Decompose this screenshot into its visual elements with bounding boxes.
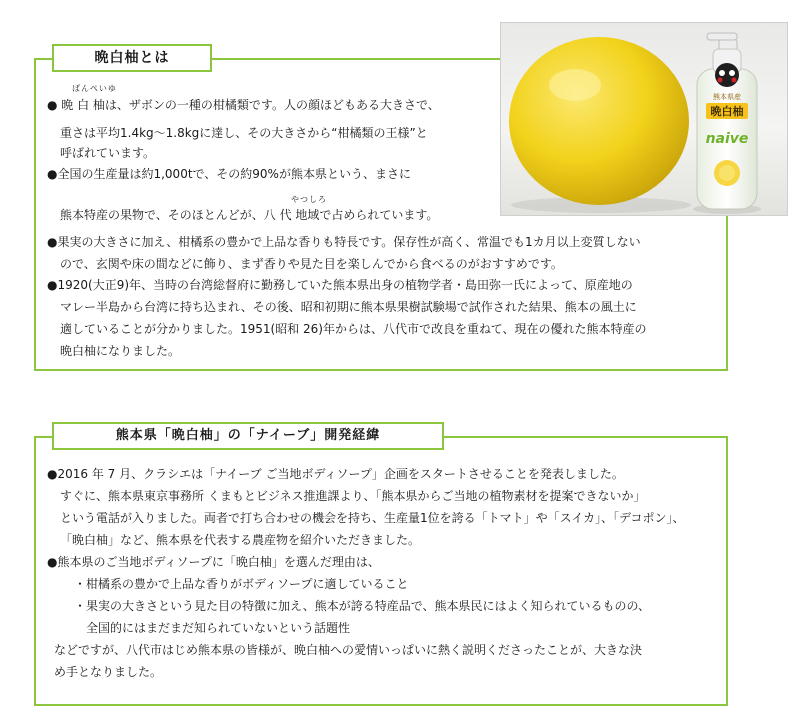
kumamon-mascot xyxy=(715,63,739,87)
section2-line-2: すぐに、熊本県東京事務所 くまもとビジネス推進課より、「熊本県からご当地の植物素材を提案できないか」 xyxy=(60,489,646,503)
section2-line-10: め手となりました。 xyxy=(54,665,163,679)
section2-line-9: などですが、八代市はじめ熊本県の皆様が、晩白柚への愛情いっぱいに熱く説明くださったことが、大きな決 xyxy=(54,643,643,657)
section1-line-4: ●全国の生産量は約1,000tで、その約90%が熊本県という、まさに xyxy=(47,167,411,181)
section1-line-7: ので、玄関や床の間などに飾り、まず香りや見た目を楽しんでから食べるのがおすすめです。 xyxy=(60,257,563,271)
section1-line-9: マレー半島から台湾に持ち込まれ、その後、昭和初期に熊本県果樹試験場で試作された結果、熊本の風土に xyxy=(60,300,637,314)
ruby-yatsushiro: やつしろ xyxy=(291,195,327,204)
section2-line-5: ●熊本県のご当地ボディソープに「晩白柚」を選んだ理由は、 xyxy=(47,555,380,569)
section1-line-3: 呼ばれています。 xyxy=(60,146,156,160)
bottle-brand-logo: naive xyxy=(705,131,749,147)
section1-line-8: ●1920(大正9)年、当時の台湾総督府に勤務していた熊本県出身の植物学者・島田弥一氏によって、原産地の xyxy=(47,278,633,292)
section1-line-6: ●果実の大きさに加え、柑橘系の豊かで上品な香りも特長です。保存性が高く、常温でも1カ月以上変質しない xyxy=(47,235,641,249)
section1-line-5: 熊本特産の果物で、そのほとんどが、八 代 地域で占められています。 xyxy=(60,208,439,222)
product-photo xyxy=(500,22,788,216)
banpeiyu-fruit xyxy=(509,37,689,205)
section1-line-11: 晩白柚になりました。 xyxy=(60,344,181,358)
section2-line-6: ・柑橘系の豊かで上品な香りがボディソープに適していること xyxy=(74,577,409,591)
section1-line-1: ● 晩 白 柚は、ザボンの一種の柑橘類です。人の顔ほどもある大きさで、 xyxy=(47,98,440,112)
section2-line-3: という電話が入りました。両者で打ち合わせの機会を持ち、生産量1位を誇る「トマト」や「スイカ」、「デコポン」、 xyxy=(60,511,685,525)
bottle-top-label: 熊本県産 xyxy=(713,93,741,101)
section1-line-10: 適していることが分かりました。1951(昭和 26)年からは、八代市で改良を重ねて、現在の優れた熊本特産の xyxy=(60,322,647,336)
section2-line-1: ●2016 年 7 月、クラシエは「ナイーブ ご当地ボディソープ」企画をスタートさせることを発表しました。 xyxy=(47,467,624,481)
section1-line-2: 重さは平均1.4kg〜1.8kgに達し、その大きさから“柑橘類の王様”と xyxy=(60,126,428,140)
section2-line-8: 全国的にはまだまだ知られていないという話題性 xyxy=(86,621,351,635)
section2-line-7: ・果実の大きさという見た目の特徴に加え、熊本が誇る特産品で、熊本県民にはよく知られているものの、 xyxy=(74,599,651,613)
section2-line-4: 「晩白柚」など、熊本県を代表する農産物を紹介いただきました。 xyxy=(60,533,421,547)
section1-heading: 晩白柚とは xyxy=(52,44,212,72)
grapefruit-and-bottle-image xyxy=(501,23,788,216)
bottle-product-label: 晩白柚 xyxy=(710,105,744,118)
section2-heading: 熊本県「晩白柚」の「ナイーブ」開発経緯 xyxy=(52,422,444,450)
ruby-banpeiyu: ばんぺいゆ xyxy=(72,84,117,93)
